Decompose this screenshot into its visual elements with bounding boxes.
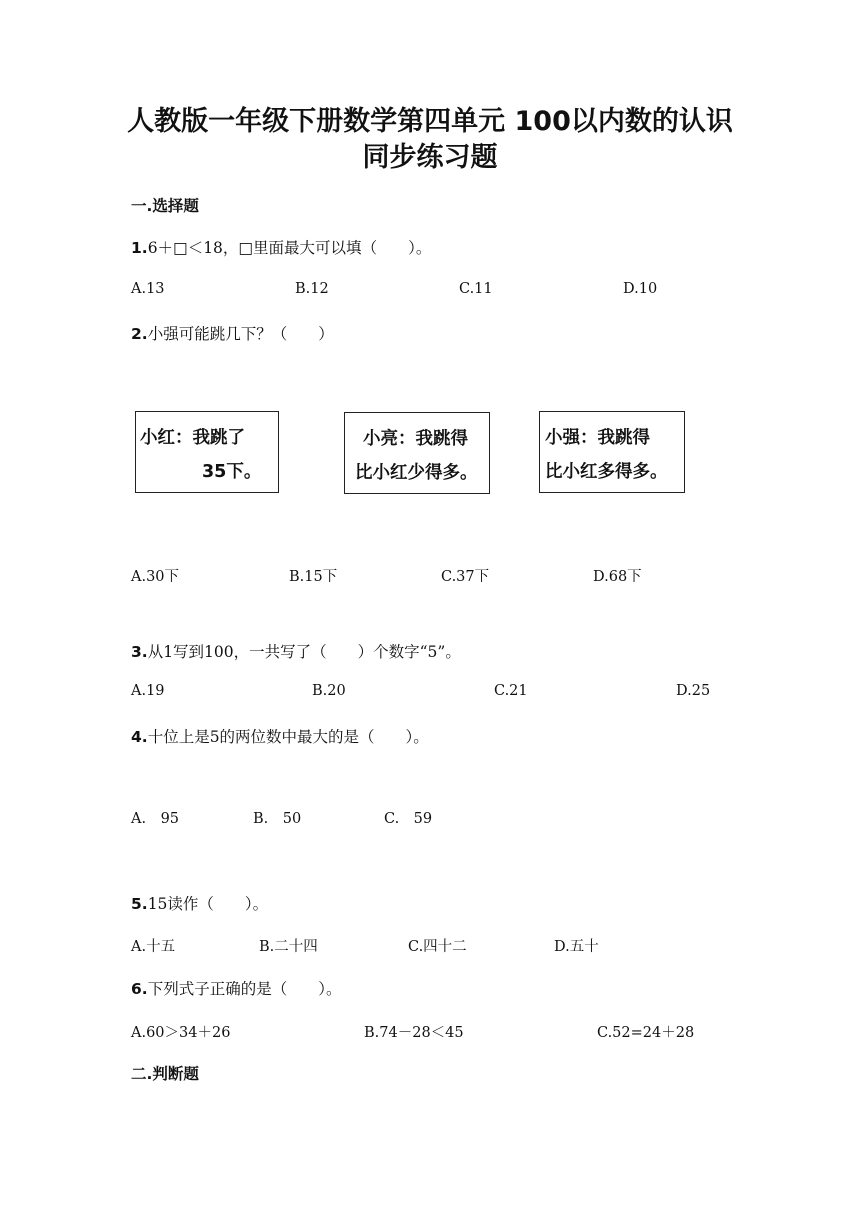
question-number: 6. <box>131 980 148 998</box>
question-1 <box>131 236 431 258</box>
option-d: D.五十 <box>554 939 599 955</box>
option-b: B.12 <box>295 281 329 297</box>
option-d: D.10 <box>623 281 658 297</box>
question-number: 1. <box>131 239 148 257</box>
option-a: A.60＞34＋26 <box>131 1025 231 1041</box>
option-a: A.19 <box>131 683 165 699</box>
option-b: B.20 <box>312 683 346 699</box>
question-6 <box>131 977 341 999</box>
option-c: C.37下 <box>441 569 490 585</box>
question-text: 从1写到100，一共写了（ ）个数字“5”。 <box>147 643 461 661</box>
card-line: 比小红少得多。 <box>355 463 478 483</box>
option-a: A. 95 <box>131 811 180 827</box>
question-text: 6＋□＜18，□里面最大可以填（ ）。 <box>147 239 432 257</box>
question-3 <box>131 640 461 662</box>
question-text: 15读作（ ）。 <box>147 895 269 913</box>
question-number: 4. <box>131 728 148 746</box>
question-4 <box>131 725 429 747</box>
question-2 <box>131 322 334 344</box>
question-text: 十位上是5的两位数中最大的是（ ）。 <box>147 728 429 746</box>
card-line: 小强：我跳得 <box>545 428 650 448</box>
option-b: B.74－28＜45 <box>364 1025 464 1041</box>
option-c: C.52=24＋28 <box>597 1025 695 1041</box>
section-heading-choice: 一.选择题 <box>131 197 199 215</box>
option-d: D.25 <box>676 683 711 699</box>
speech-card-xiaohong <box>135 411 279 493</box>
option-b: B.二十四 <box>259 939 318 955</box>
speech-card-xiaoqiang <box>539 411 685 493</box>
card-line: 比小红多得多。 <box>545 462 668 482</box>
question-5 <box>131 892 268 914</box>
option-a: A.30下 <box>131 569 180 585</box>
option-c: C. 59 <box>384 811 433 827</box>
question-number: 3. <box>131 643 148 661</box>
section-heading-judgment: 二.判断题 <box>131 1065 199 1083</box>
option-a: A.十五 <box>131 939 176 955</box>
question-number: 2. <box>131 325 148 343</box>
speech-card-xiaoliang <box>344 412 490 494</box>
question-text: 下列式子正确的是（ ）。 <box>147 980 342 998</box>
option-c: C.11 <box>459 281 493 297</box>
question-number: 5. <box>131 895 148 913</box>
option-a: A.13 <box>131 281 165 297</box>
card-line: 小红：我跳了 <box>140 428 245 448</box>
option-c: C.21 <box>494 683 528 699</box>
option-b: B.15下 <box>289 569 338 585</box>
option-b: B. 50 <box>253 811 302 827</box>
option-c: C.四十二 <box>408 939 467 955</box>
card-line: 35下。 <box>202 462 262 482</box>
question-text: 小强可能跳几下？（ ） <box>147 325 334 343</box>
card-line: 小亮：我跳得 <box>363 429 468 449</box>
option-d: D.68下 <box>593 569 642 585</box>
page-title-line1: 人教版一年级下册数学第四单元 100以内数的认识 <box>127 106 733 137</box>
page-title-line2: 同步练习题 <box>362 142 498 173</box>
